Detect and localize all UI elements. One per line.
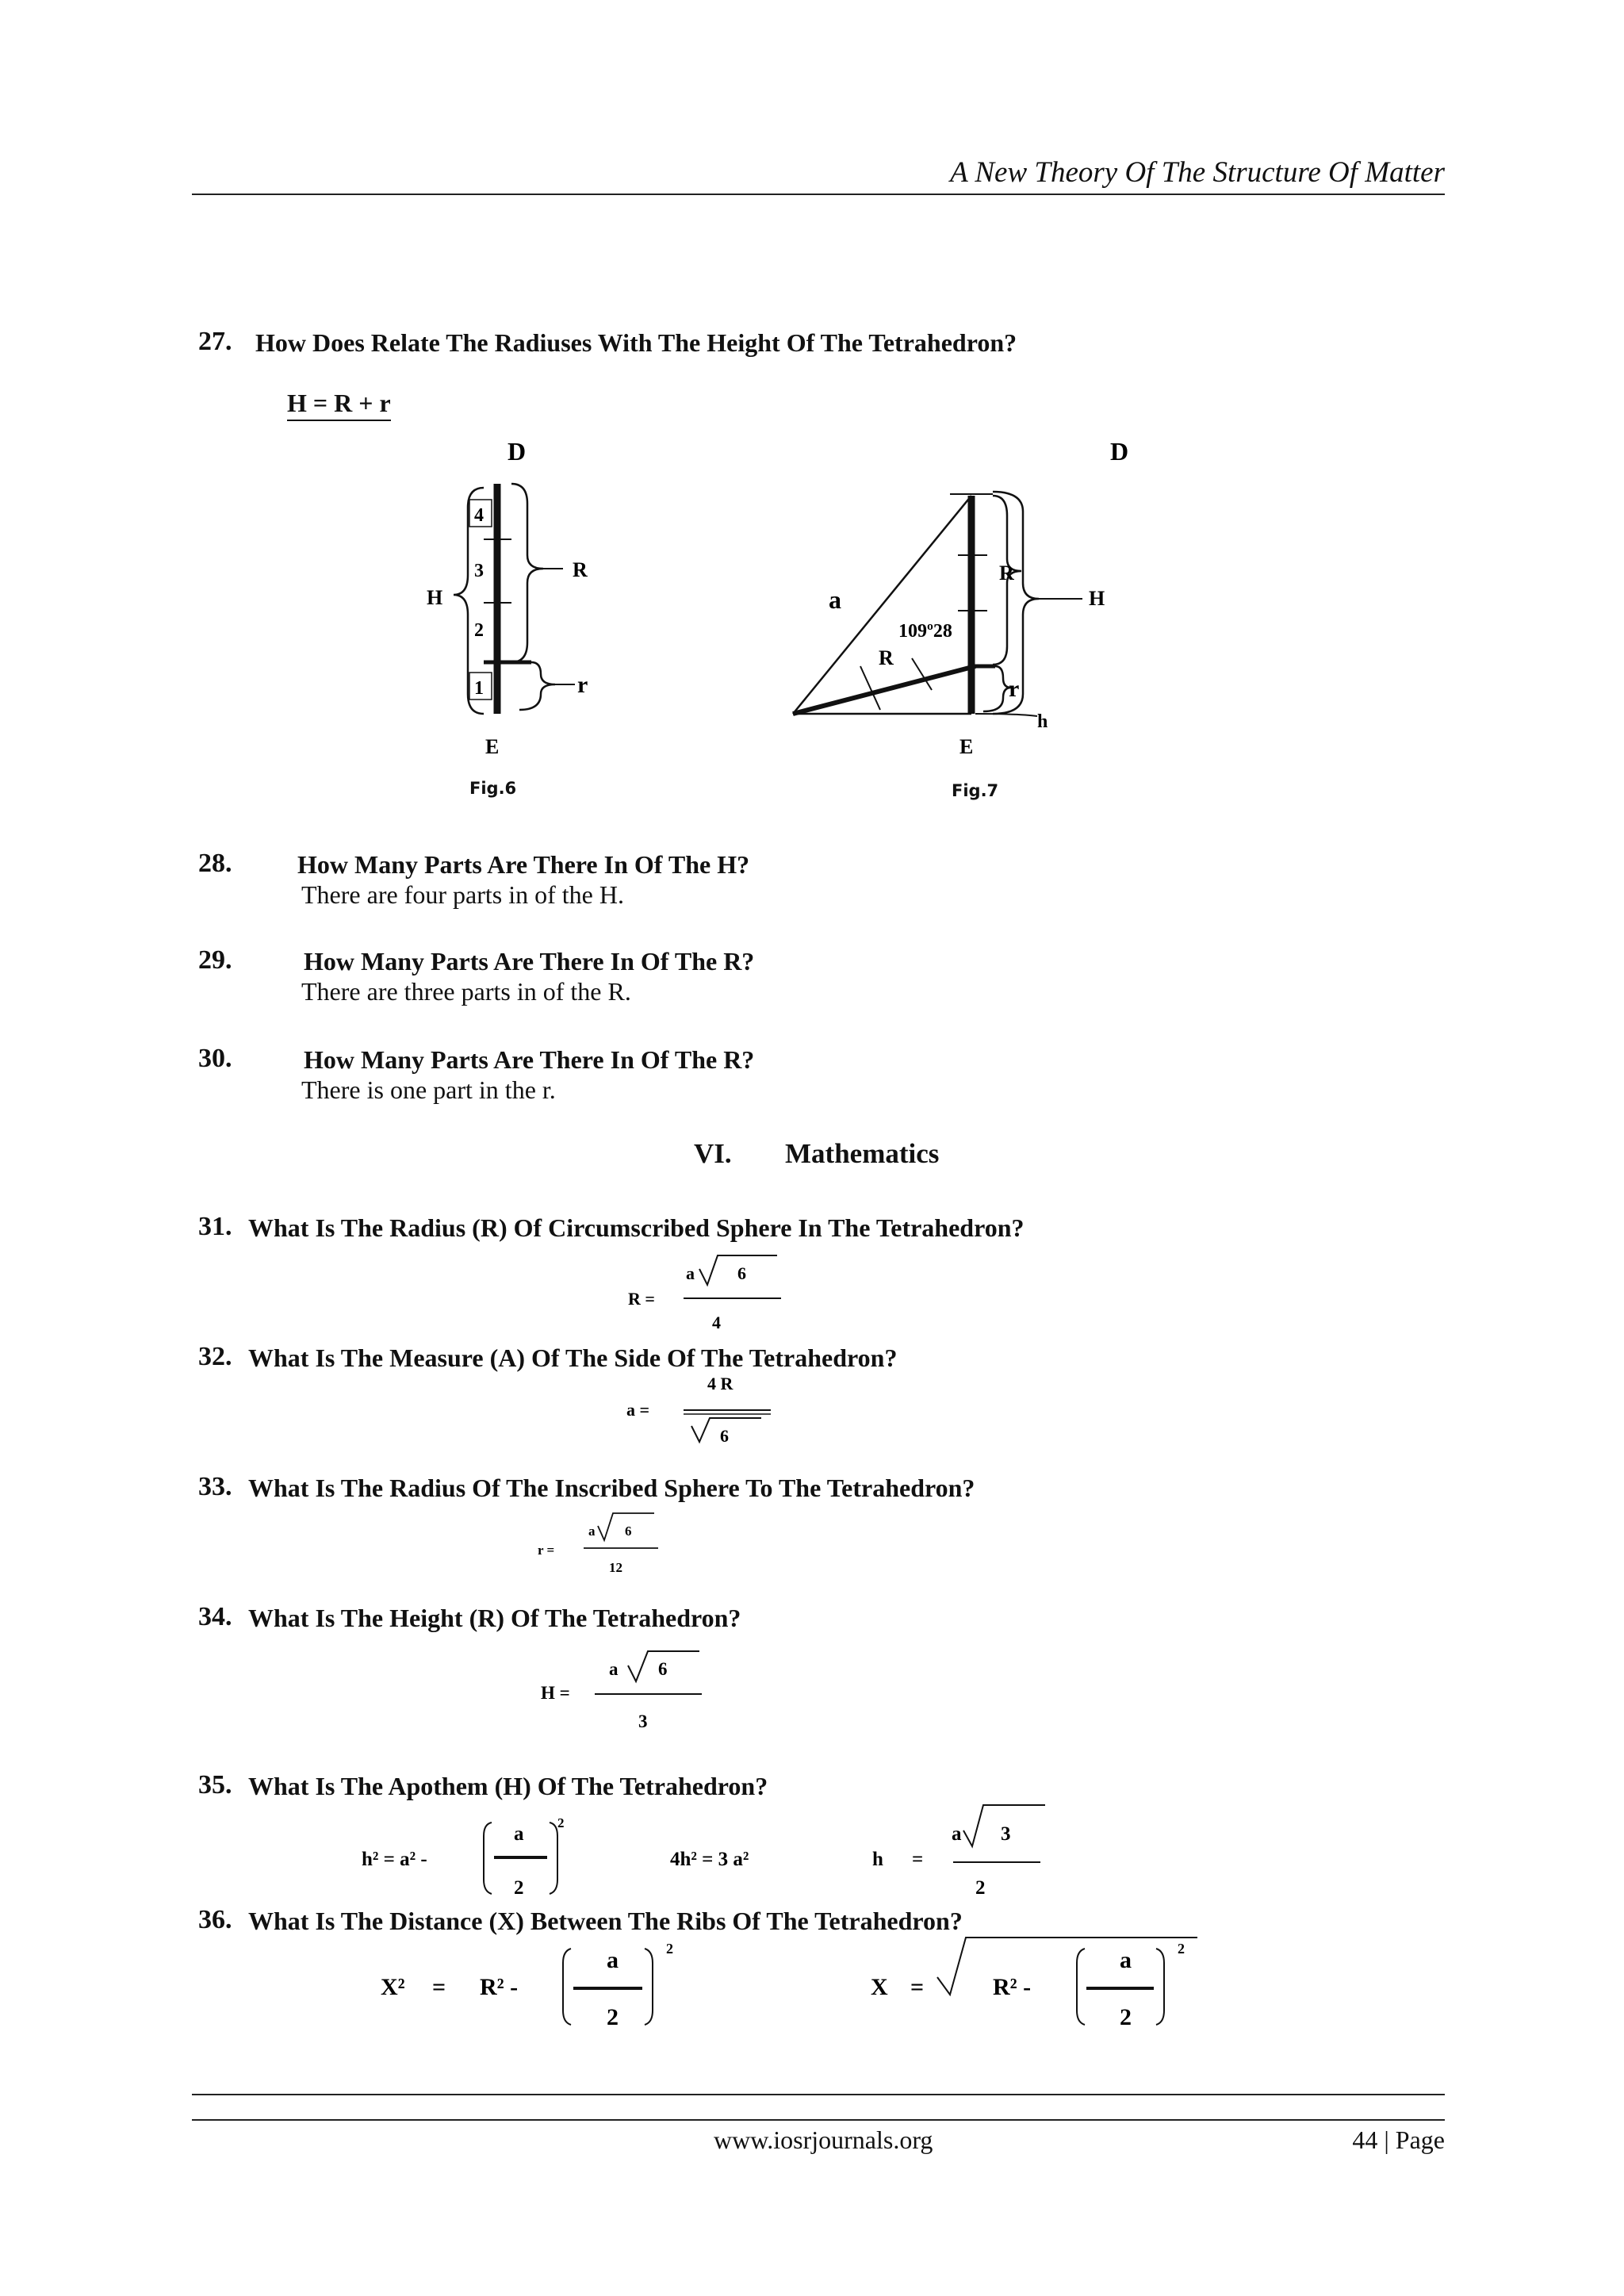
footer-website[interactable]: www.iosrjournals.org (714, 2125, 933, 2154)
f34-den: 3 (638, 1711, 648, 1731)
running-header: A New Theory Of The Structure Of Matter (950, 156, 1445, 189)
f33-num-a: a (588, 1524, 596, 1539)
f35-f3-a: a (952, 1823, 962, 1845)
figure-7 (785, 432, 1150, 805)
question-number-31: 31. (198, 1212, 232, 1241)
footer-rule-bottom (192, 2119, 1445, 2121)
question-number-27: 27. (198, 327, 232, 356)
f36-f2-lhs: X (871, 1974, 888, 2000)
fig6-label-h: H (427, 586, 443, 609)
f35-den: 2 (514, 1877, 524, 1899)
footer-page-number: 44 | Page (1352, 2125, 1445, 2154)
formula-36 (373, 1931, 1213, 2034)
question-31: What Is The Radius (R) Of Circumscribed Sphere In The Tetrahedron? (248, 1213, 1025, 1242)
question-36: What Is The Distance (X) Between The Ribs Of The Tetrahedron? (248, 1907, 963, 1935)
question-number-34: 34. (198, 1602, 232, 1631)
fig6-label-e: E (485, 735, 500, 758)
formula-34 (539, 1642, 714, 1737)
fig7-label-d: D (1110, 437, 1129, 466)
fig7-label-lower-r: r (1009, 676, 1020, 702)
fig6-part-1: 1 (474, 678, 484, 699)
f36-den: 2 (607, 2004, 619, 2030)
f33-den: 12 (609, 1560, 622, 1575)
question-number-28: 28. (198, 849, 232, 878)
f35-f3-den: 2 (975, 1877, 986, 1899)
answer-28: There are four parts in of the H. (301, 880, 624, 909)
f35-f2: 4h² = 3 a² (670, 1849, 749, 1870)
f35-exp: 2 (557, 1815, 565, 1830)
f36-f2-exp: 2 (1178, 1941, 1185, 1957)
footer-rule-top (192, 2094, 1445, 2095)
fig6-part-3: 3 (474, 561, 484, 581)
f31-lhs: R = (628, 1289, 655, 1309)
f36-num: a (607, 1947, 619, 1973)
fig6-label-lower-r: r (577, 672, 588, 698)
f32-numerator: 4 R (707, 1374, 733, 1393)
f35-lhs: h² = a² - (362, 1849, 427, 1870)
fig7-caption: Fig.7 (952, 781, 999, 800)
f36-lhs: X² (381, 1974, 405, 2000)
formula-33 (531, 1507, 674, 1578)
fig7-label-h-right: H (1089, 587, 1105, 610)
question-30: How Many Parts Are There In Of The R? (304, 1045, 755, 1074)
question-34: What Is The Height (R) Of The Tetrahedron? (248, 1604, 741, 1632)
question-number-30: 30. (198, 1044, 232, 1073)
question-number-32: 32. (198, 1342, 232, 1371)
answer-29: There are three parts in of the R. (301, 977, 631, 1006)
question-number-36: 36. (198, 1905, 232, 1934)
f32-den-rad: 6 (720, 1426, 729, 1446)
f36-exp: 2 (666, 1941, 673, 1957)
question-28: How Many Parts Are There In Of The H? (297, 850, 750, 879)
f36-eq: = (432, 1974, 446, 2000)
f35-f3-lhs: h (872, 1849, 883, 1870)
f36-r: R² - (480, 1974, 519, 2000)
fig6-label-upper-r: R (573, 558, 588, 581)
fig7-label-upper-r: R (999, 562, 1014, 585)
f34-lhs: H = (541, 1683, 570, 1703)
f34-num-a: a (609, 1659, 619, 1679)
f34-num-rad: 6 (658, 1659, 668, 1679)
f31-num-a: a (686, 1263, 695, 1283)
f35-f3-eq: = (912, 1849, 924, 1870)
fig6-label-d: D (508, 437, 527, 466)
section-numeral: VI. (694, 1138, 732, 1169)
question-number-35: 35. (198, 1770, 232, 1800)
fig7-label-e: E (959, 735, 974, 758)
question-number-33: 33. (198, 1472, 232, 1501)
f31-den: 4 (712, 1313, 721, 1332)
question-35: What Is The Apothem (H) Of The Tetrahedron? (248, 1772, 768, 1800)
question-32: What Is The Measure (A) Of The Side Of The Tetrahedron? (248, 1343, 898, 1372)
equation-h-r-r: H = R + r (287, 389, 391, 421)
section-title: Mathematics (785, 1138, 940, 1169)
answer-30: There is one part in the r. (301, 1075, 556, 1104)
formula-32 (619, 1372, 801, 1463)
f36-f2-den: 2 (1120, 2004, 1132, 2030)
f33-num-rad: 6 (625, 1524, 632, 1539)
header-rule (192, 194, 1445, 195)
f36-f2-num: a (1120, 1947, 1132, 1973)
fig7-label-h-apothem: h (1037, 711, 1048, 732)
fig7-label-a: a (829, 585, 841, 614)
f35-num: a (514, 1823, 524, 1845)
fig6-part-4: 4 (474, 505, 484, 526)
fig6-caption: Fig.6 (469, 779, 517, 798)
question-27: How Does Relate The Radiuses With The Height Of The Tetrahedron? (255, 328, 1017, 357)
figure-6 (404, 432, 666, 805)
f36-f2-eq: = (910, 1974, 925, 2000)
formula-31 (619, 1249, 801, 1336)
f33-lhs: r = (538, 1543, 555, 1558)
f36-f2-r: R² - (993, 1974, 1032, 2000)
question-33: What Is The Radius Of The Inscribed Sphere To The Tetrahedron? (248, 1474, 975, 1502)
f31-num-rad: 6 (737, 1263, 746, 1283)
fig6-part-2: 2 (474, 620, 484, 641)
fig7-label-angle: 109º28 (898, 621, 952, 642)
f32-lhs: a = (626, 1400, 650, 1420)
f35-f3-rad: 3 (1001, 1823, 1011, 1845)
formula-35 (349, 1800, 1063, 1903)
fig7-label-inner-r: R (879, 646, 894, 669)
question-number-29: 29. (198, 945, 232, 975)
question-29: How Many Parts Are There In Of The R? (304, 947, 755, 976)
